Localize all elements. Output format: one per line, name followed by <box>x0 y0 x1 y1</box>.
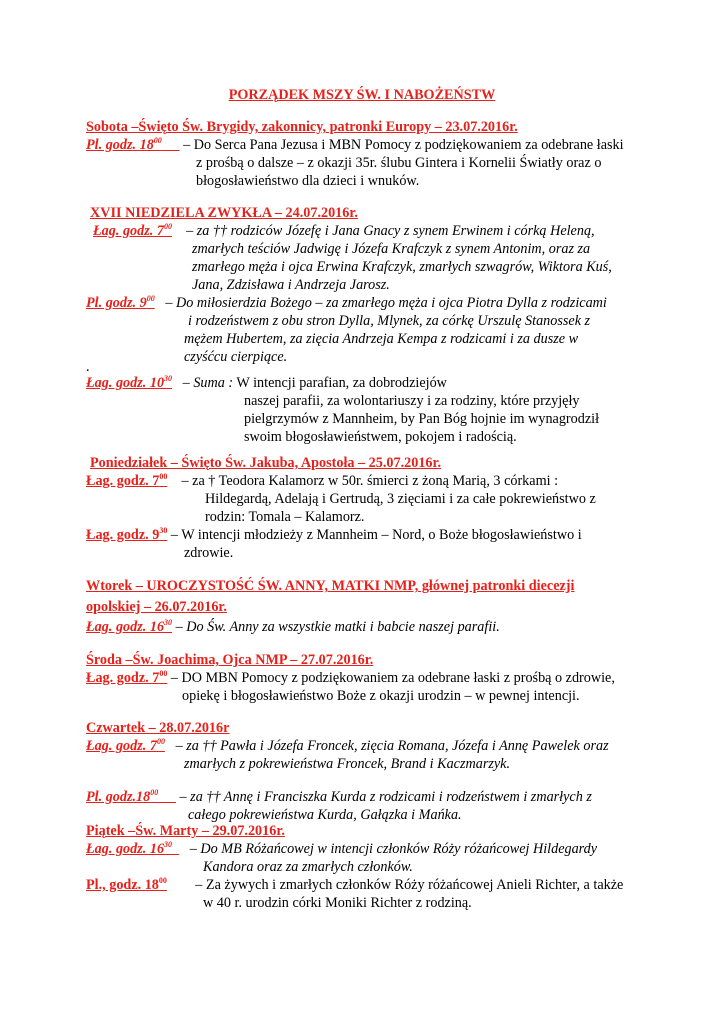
page-title: PORZĄDEK MSZY ŚW. I NABOŻEŃSTW <box>228 87 496 103</box>
intention-text: – Za żywych i zmarłych członków Róży różańcowej Anieli Richter, a także <box>195 877 624 893</box>
mass-entry <box>93 222 595 240</box>
intention-text: – Do Św. Anny za wszystkie matki i babcie naszej parafii. <box>175 619 500 635</box>
mass-time-label: Łag. godz. $7^{00}$ <box>93 222 172 239</box>
section-heading-tuesday-cont: opolskiej – 26.07.2016r. <box>86 599 227 615</box>
section-heading-saturday: Sobota –Święto Św. Brygidy, zakonnicy, patronki Europy – 23.07.2016r. <box>86 119 518 135</box>
section-heading-tuesday: Wtorek – UROCZYSTOŚĆ ŚW. ANNY, MATKI NMP, głównej patronki diecezji <box>86 578 575 594</box>
intention-text: – za †† rodziców Józefę i Jana Gnacy z synem Erwinem i córką Heleną, <box>186 223 595 239</box>
intention-text: – za †† Annę i Franciszka Kurda z rodzicami i rodzeństwem i zmarłych z <box>179 789 592 805</box>
intention-line: czyśćcu cierpiące. <box>184 349 288 365</box>
mass-time-label: Łag. godz. $7^{00}$ <box>86 669 168 686</box>
intention-text: – za † Teodora Kalamorz w 50r. śmierci z żoną Marią, 3 córkami : <box>181 473 559 489</box>
dash: – <box>183 137 191 153</box>
mass-entry <box>86 472 558 490</box>
intention-line: Jana, Zdzisława i Andrzeja Jarosz. <box>192 277 390 293</box>
intention-line: w 40 r. urodzin córki Moniki Richter z rodziną. <box>203 895 472 911</box>
mass-time-label: Łag. godz. $7^{00}$ <box>86 472 168 489</box>
mass-time-label: Pl., godz. $18^{00}$ <box>86 876 167 893</box>
intention-line: Hildegardą, Adelają i Gertrudą, 3 zięciami i za całe pokrewieństwo z <box>205 491 596 507</box>
intention-text: – za †† Pawła i Józefa Froncek, zięcia Romana, Józefa i Annę Pawelek oraz <box>175 738 609 754</box>
section-heading-sunday: XVII NIEDZIELA ZWYKŁA – 24.07.2016r. <box>90 205 358 221</box>
mass-entry <box>86 788 592 806</box>
section-heading-thursday: Czwartek – 28.07.2016r <box>86 720 230 736</box>
suma-label: – Suma : <box>182 375 234 391</box>
intention-text: – DO MBN Pomocy z podziękowaniem za odebrane łaski z prośbą o zdrowie, <box>170 670 615 686</box>
section-heading-wednesday: Środa –Św. Joachima, Ojca NMP – 27.07.2016r. <box>86 652 374 668</box>
mass-time-label: Pl. godz. $18^{00}$ <box>86 136 162 153</box>
mass-entry <box>86 136 624 154</box>
mass-entry <box>86 737 609 755</box>
mass-time-label: Pl. $godz.18^{00}$ <box>86 788 159 805</box>
mass-time-label: Łag. godz. $16^{30}$ <box>86 840 173 857</box>
mass-entry <box>86 374 447 392</box>
mass-time-label: Łag. godz. $7^{00}$ <box>86 737 165 754</box>
mass-time-label: Łag. godz. $16^{30}$ <box>86 618 173 635</box>
intention-line: pielgrzymów z Mannheim, by Pan Bóg hojnie im wynagrodził <box>244 411 600 427</box>
intention-line: zdrowie. <box>184 545 234 561</box>
intention-line: rodzin: Tomala – Kalamorz. <box>205 509 365 525</box>
mass-entry <box>86 669 615 687</box>
intention-line: swoim błogosławieństwem, pokojem i radością. <box>244 429 517 445</box>
section-heading-monday: Poniedziałek – Święto Św. Jakuba, Apostoła – 25.07.2016r. <box>90 455 442 471</box>
intention-text: – Do miłosierdzia Bożego – za zmarłego męża i ojca Piotra Dylla z rodzicami <box>165 295 607 311</box>
intention-text: – Do MB Różańcowej w intencji członków Róży różańcowej Hildegardy <box>189 841 598 857</box>
intention-line: zmarłych z pokrewieństwa Froncek, Brand i Kaczmarzyk. <box>184 756 510 772</box>
mass-entry <box>86 526 582 544</box>
mass-entry <box>86 294 607 312</box>
mass-time-label: Pl. godz. $9^{00}$ <box>86 294 155 311</box>
section-heading-friday: Piątek –Św. Marty – 29.07.2016r. <box>86 823 285 839</box>
intention-line: i rodzeństwem z obu stron Dylla, Mlynek, za córkę Urszulę Stanossek z <box>188 313 591 329</box>
intention-line: naszej parafii, za wolontariuszy i za rodziny, które przyjęły <box>244 393 580 409</box>
intention-line: Kandora oraz za zmarłych członków. <box>203 859 413 875</box>
mass-time-label: Łag. godz. $9^{30}$ <box>86 526 168 543</box>
intention-line: zmarłego męża i ojca Erwina Krafczyk, zmarłych szwagrów, Wiktora Kuś, <box>192 259 612 275</box>
intention-line: opiekę i błogosławieństwo Boże z okazji urodzin – w pewnej intencji. <box>182 688 580 704</box>
intention-line: z prośbą o dalsze – z okazji 35r. ślubu Gintera i Kornelii Światły oraz o <box>196 155 602 171</box>
intention-text: W intencji parafian, za dobrodziejów <box>236 375 447 391</box>
intention-line: całego pokrewieństwa Kurda, Gałązka i Mańka. <box>188 807 462 823</box>
intention-line: zmarłych teściów Jadwigę i Józefa Krafczyk z synem Antonim, oraz za <box>192 241 591 257</box>
intention-line: mężem Hubertem, za zięcia Andrzeja Kempa z rodzicami i za dusze w <box>184 331 579 347</box>
mass-entry <box>86 618 500 636</box>
mass-entry <box>86 876 623 894</box>
intention-text: Do Serca Pana Jezusa i MBN Pomocy z podziękowaniem za odebrane łaski <box>193 137 624 153</box>
intention-line: błogosławieństwo dla dzieci i wnuków. <box>196 173 420 189</box>
mass-entry <box>86 840 597 858</box>
mass-time-label: Łag. godz. $10^{30}$ <box>86 374 173 391</box>
intention-text: – W intencji młodzieży z Mannheim – Nord, o Boże błogosławieństwo i <box>170 527 582 543</box>
stray-dot: . <box>86 359 90 375</box>
